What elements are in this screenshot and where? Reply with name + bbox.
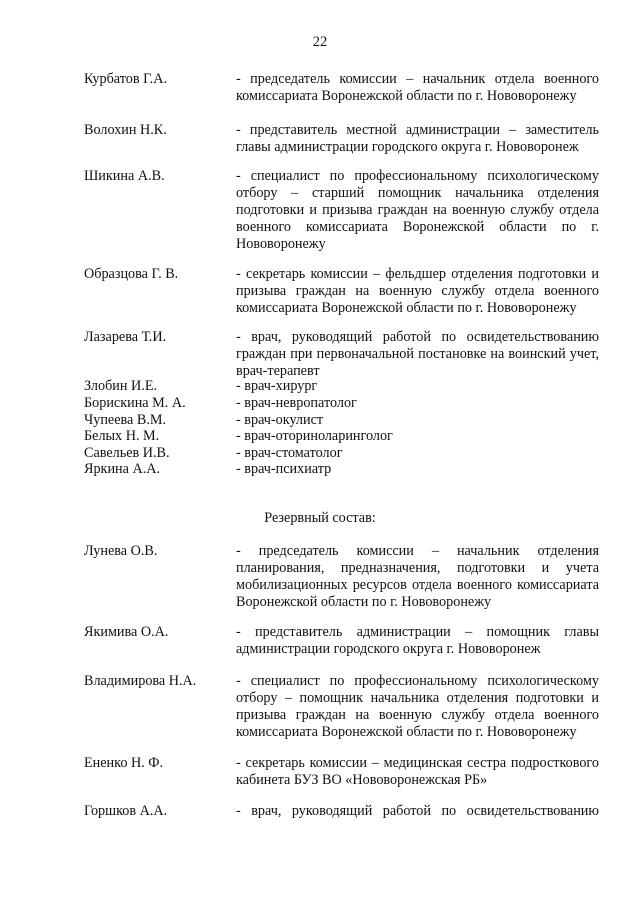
member-name: Владимирова Н.А. (84, 673, 197, 689)
doctor-name: Савельев И.В. (84, 445, 170, 461)
doctor-role: - врач-невропатолог (236, 395, 357, 411)
doctor-entry (0, 445, 640, 462)
member-role: - председатель комиссии – начальник отделения планирования, предназначения, подготовки и учета мобилизационных ресурсов отдела военного комиссариата Воронежской области по г. Нововоронежу (236, 543, 599, 610)
member-role: - представитель администрации – помощник главы администрации городского округа г. Нововоронеж (236, 624, 599, 657)
member-role: - секретарь комиссии – фельдшер отделения подготовки и призыва граждан на военную службу отдела военного комиссариата Воронежской области по г. Нововоронежу (236, 266, 599, 316)
doctor-entry (0, 412, 640, 429)
member-name: Якимива О.А. (84, 624, 169, 640)
doctor-name: Борискина М. А. (84, 395, 186, 411)
doctor-entry (0, 461, 640, 478)
member-name: Образцова Г. В. (84, 266, 179, 282)
doctor-role: - врач-оториноларинголог (236, 428, 393, 444)
doctor-entry (0, 428, 640, 445)
doctor-entry (0, 395, 640, 412)
member-name: Курбатов Г.А. (84, 71, 168, 87)
member-name: Волохин Н.К. (84, 122, 167, 138)
doctor-role: - врач-хирург (236, 378, 318, 394)
doctor-role: - врач-окулист (236, 412, 324, 428)
reserve-heading: Резервный состав: (264, 510, 376, 526)
member-name: Лазарева Т.И. (84, 329, 167, 345)
member-name: Ененко Н. Ф. (84, 755, 164, 771)
member-name: Лунева О.В. (84, 543, 158, 559)
doctor-name: Злобин И.Е. (84, 378, 158, 394)
doctor-role: - врач-стоматолог (236, 445, 343, 461)
member-role: - врач, руководящий работой по освидетельствованию граждан при первоначальной постановке на воинский учет, врач-терапевт (236, 329, 599, 379)
member-role: - председатель комиссии – начальник отдела военного комиссариата Воронежской области по г. Нововоронежу (236, 71, 599, 104)
doctor-name: Яркина А.А. (84, 461, 161, 477)
member-name: Шикина А.В. (84, 168, 165, 184)
member-role: - секретарь комиссии – медицинская сестра подросткового кабинета БУЗ ВО «Нововоронежская РБ» (236, 755, 599, 788)
member-role: - специалист по профессиональному психологическому отбору – помощник начальника отделения подготовки и призыва граждан на военную службу отдела военного комиссариата Воронежской области по г. Нововоронежу (236, 673, 599, 740)
doctor-role: - врач-психиатр (236, 461, 332, 477)
doctor-entry (0, 378, 640, 395)
doctor-name: Чупеева В.М. (84, 412, 167, 428)
page-number: 22 (312, 34, 328, 50)
member-role: - врач, руководящий работой по освидетельствованию (236, 803, 599, 819)
member-role: - специалист по профессиональному психологическому отбору – старший помощник начальника отделения подготовки и призыва граждан на военную службу отдела военного комиссариата Воронежской области по г. Нововоронежу (236, 168, 599, 252)
member-role: - представитель местной администрации – заместитель главы администрации городского округа г. Нововоронеж (236, 122, 599, 155)
doctor-name: Белых Н. М. (84, 428, 160, 444)
member-name: Горшков А.А. (84, 803, 168, 819)
